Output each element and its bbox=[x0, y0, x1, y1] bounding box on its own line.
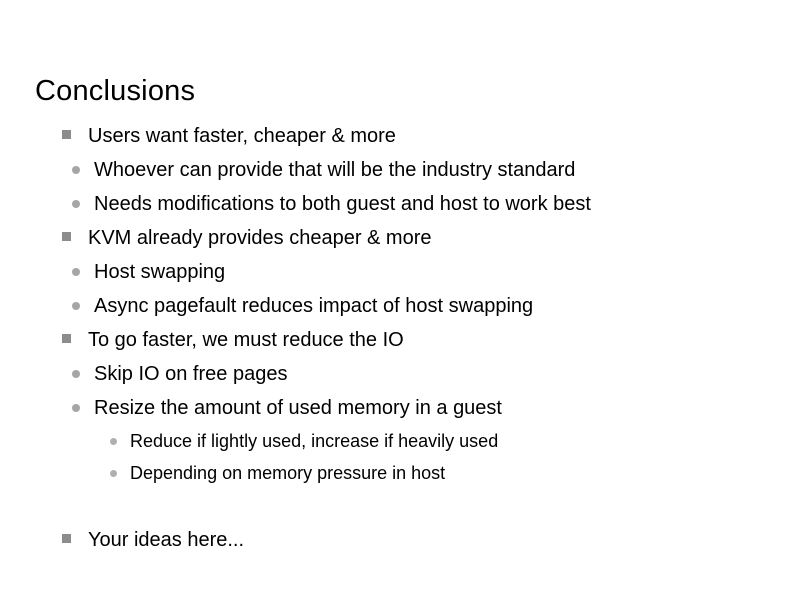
list-spacer bbox=[35, 496, 775, 530]
square-bullet-icon bbox=[62, 532, 88, 545]
list-item bbox=[35, 228, 775, 262]
list-item bbox=[35, 160, 775, 194]
list-item-label: Users want faster, cheaper & more bbox=[88, 125, 396, 147]
dot-bullet-icon bbox=[72, 196, 94, 212]
dot-bullet-icon bbox=[72, 264, 94, 280]
list-item-label: To go faster, we must reduce the IO bbox=[88, 329, 404, 351]
list-item-label: Async pagefault reduces impact of host swapping bbox=[94, 295, 534, 317]
list-item bbox=[35, 398, 775, 432]
list-item-label: KVM already provides cheaper & more bbox=[88, 227, 432, 249]
bullet-list bbox=[35, 126, 775, 564]
list-item bbox=[35, 364, 775, 398]
list-item-label: Host swapping bbox=[94, 261, 226, 283]
square-bullet-icon bbox=[62, 230, 88, 243]
list-item-label: Depending on memory pressure in host bbox=[130, 463, 446, 483]
square-bullet-icon bbox=[62, 128, 88, 141]
list-item-label: Reduce if lightly used, increase if heavily used bbox=[130, 431, 499, 451]
list-item-label: Whoever can provide that will be the industry standard bbox=[94, 159, 576, 181]
list-item bbox=[35, 262, 775, 296]
dot-bullet-icon bbox=[110, 465, 130, 481]
dot-bullet-icon bbox=[72, 162, 94, 178]
square-bullet-icon bbox=[62, 332, 88, 345]
list-item-label: Needs modifications to both guest and host to work best bbox=[94, 193, 591, 215]
dot-bullet-icon bbox=[72, 400, 94, 416]
list-item-label: Resize the amount of used memory in a guest bbox=[94, 397, 502, 419]
dot-bullet-icon bbox=[110, 433, 130, 449]
list-item bbox=[35, 464, 775, 496]
dot-bullet-icon bbox=[72, 366, 94, 382]
list-item bbox=[35, 126, 775, 160]
page-title: Conclusions bbox=[35, 75, 196, 107]
list-item bbox=[35, 194, 775, 228]
list-item bbox=[35, 432, 775, 464]
list-item bbox=[35, 296, 775, 330]
dot-bullet-icon bbox=[72, 298, 94, 314]
list-item bbox=[35, 330, 775, 364]
list-item-label: Skip IO on free pages bbox=[94, 363, 288, 385]
list-item bbox=[35, 530, 775, 564]
list-item-label: Your ideas here... bbox=[88, 529, 245, 551]
